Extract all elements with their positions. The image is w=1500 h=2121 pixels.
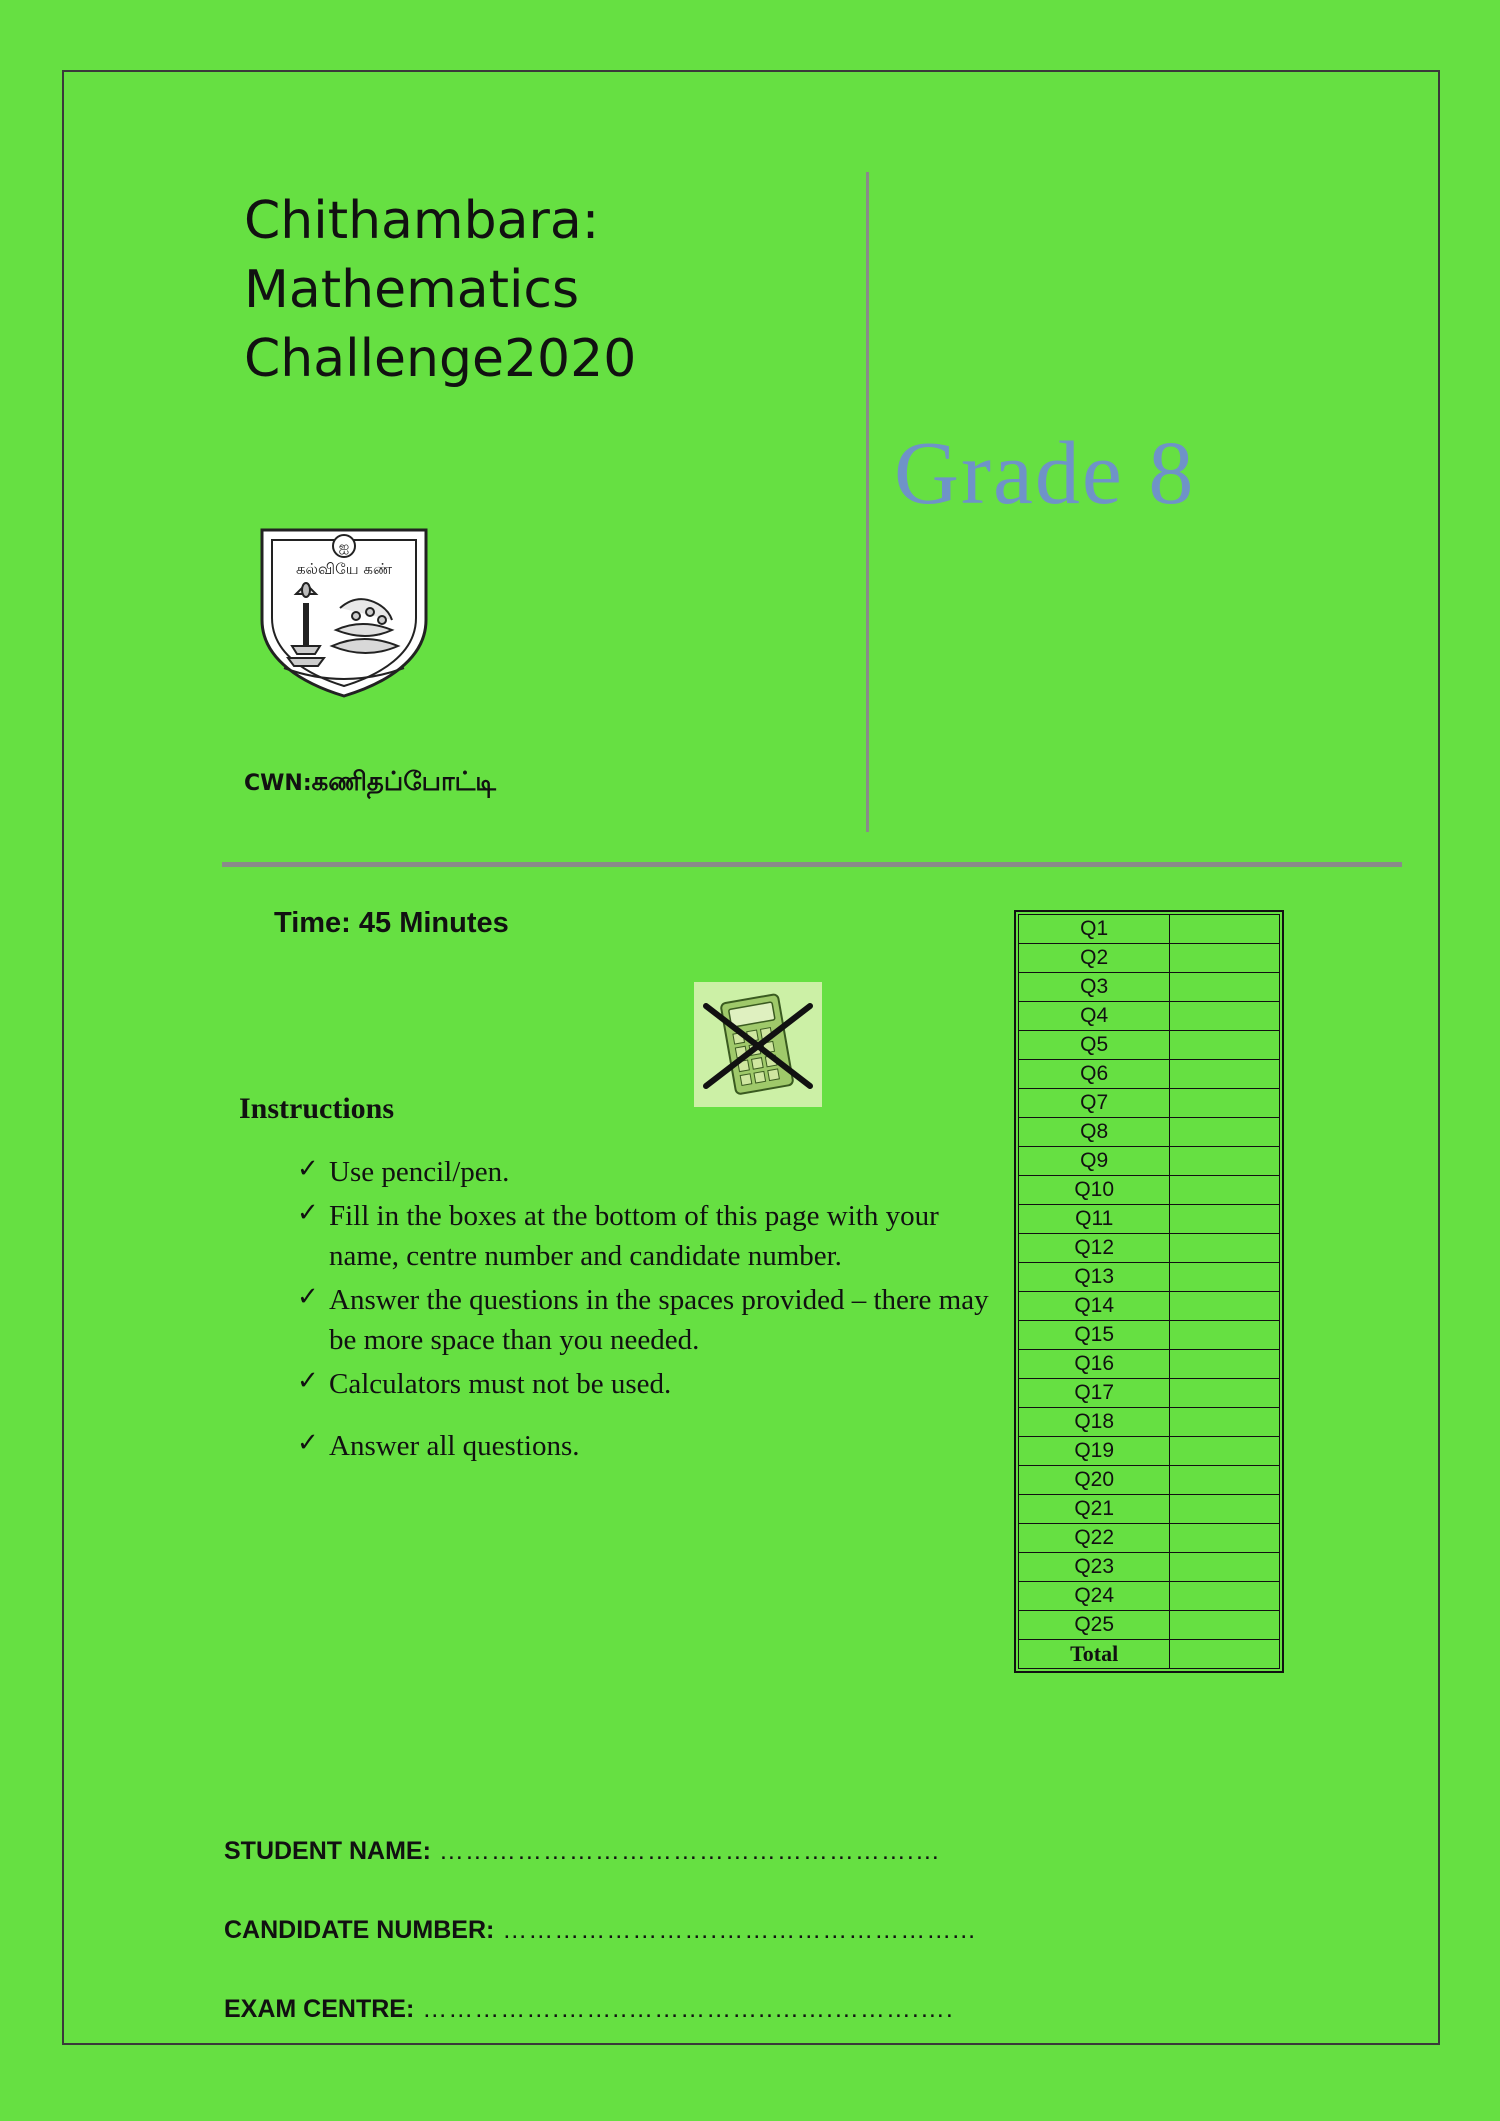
instruction-item [289,1280,1009,1360]
marks-table [1014,910,1284,1673]
table-row [1019,1379,1280,1408]
question-label: Q15 [1019,1321,1170,1350]
mark-cell[interactable] [1170,1379,1280,1408]
table-row [1019,1437,1280,1466]
mark-cell[interactable] [1170,944,1280,973]
table-row [1019,1205,1280,1234]
table-row [1019,1350,1280,1379]
title-line-2: Mathematics [244,260,580,321]
instruction-item [289,1426,1009,1466]
table-row [1019,1147,1280,1176]
instruction-item [289,1196,1009,1276]
table-row [1019,1611,1280,1640]
checkmark-icon: ✓ [297,1198,319,1229]
question-label: Q11 [1019,1205,1170,1234]
candidate-number-label: CANDIDATE NUMBER: [224,1916,495,1944]
mark-cell[interactable] [1170,1205,1280,1234]
question-label: Q20 [1019,1466,1170,1495]
table-row [1019,1408,1280,1437]
table-row [1019,1321,1280,1350]
table-row [1019,1060,1280,1089]
table-row [1019,1524,1280,1553]
exam-centre-dotted-line: …………….……..……………..…….……….…. [414,1995,954,2023]
question-label: Q17 [1019,1379,1170,1408]
question-label: Q9 [1019,1147,1170,1176]
mark-cell[interactable] [1170,1031,1280,1060]
question-label: Q10 [1019,1176,1170,1205]
student-name-label: STUDENT NAME: [224,1837,431,1865]
mark-cell[interactable] [1170,1553,1280,1582]
instruction-item [289,1152,1009,1192]
table-row [1019,1495,1280,1524]
table-row [1019,1582,1280,1611]
question-label: Q12 [1019,1234,1170,1263]
mark-cell[interactable] [1170,1408,1280,1437]
mark-cell[interactable] [1170,1350,1280,1379]
page-title [244,187,814,394]
table-row [1019,1176,1280,1205]
question-label: Q7 [1019,1089,1170,1118]
question-label: Q14 [1019,1292,1170,1321]
question-label: Q16 [1019,1350,1170,1379]
mark-cell[interactable] [1170,1234,1280,1263]
svg-text:கல்வியே கண்: கல்வியே கண் [295,560,393,578]
mark-cell[interactable] [1170,1118,1280,1147]
cwn-label [244,767,496,800]
mark-cell[interactable] [1170,1263,1280,1292]
cwn-tamil-text: கணிதப்போட்டி [311,767,496,797]
header-vertical-divider [866,172,869,832]
exam-centre-field[interactable] [224,1995,1224,2024]
table-row [1019,1263,1280,1292]
mark-cell[interactable] [1170,1582,1280,1611]
instruction-text: Answer all questions. [329,1430,580,1463]
question-label: Q25 [1019,1611,1170,1640]
mark-cell[interactable] [1170,915,1280,944]
student-name-dotted-line: ……………………………………………….… [430,1837,941,1865]
question-label: Q23 [1019,1553,1170,1582]
mark-cell[interactable] [1170,1321,1280,1350]
question-label: Q13 [1019,1263,1170,1292]
mark-cell[interactable] [1170,1495,1280,1524]
table-row [1019,1031,1280,1060]
svg-text:ஐ: ஐ [338,540,350,555]
checkmark-icon: ✓ [297,1428,319,1459]
question-label: Q5 [1019,1031,1170,1060]
mark-cell[interactable] [1170,1060,1280,1089]
mark-cell[interactable] [1170,1147,1280,1176]
table-row [1019,1553,1280,1582]
mark-cell[interactable] [1170,973,1280,1002]
mark-cell[interactable] [1170,1437,1280,1466]
school-crest-icon [244,512,444,702]
table-row [1019,1118,1280,1147]
table-row [1019,973,1280,1002]
question-label: Q24 [1019,1582,1170,1611]
cwn-prefix: CWN: [244,771,312,796]
table-row [1019,1466,1280,1495]
title-line-1: Chithambara: [244,191,600,251]
title-line-3: Challenge2020 [244,329,637,390]
question-label: Q19 [1019,1437,1170,1466]
page-header [164,112,1354,852]
instructions-heading: Instructions [239,1092,395,1125]
grade-label: Grade 8 [894,424,1196,523]
mark-cell[interactable] [1170,1466,1280,1495]
mark-cell[interactable] [1170,1292,1280,1321]
instruction-text: Fill in the boxes at the bottom of this page with your name, centre number and candidate number. [329,1200,939,1273]
table-row [1019,944,1280,973]
table-row [1019,1002,1280,1031]
question-label: Q4 [1019,1002,1170,1031]
candidate-number-dotted-line: …………………….………………………... [494,1916,977,1944]
total-mark-cell[interactable] [1170,1640,1280,1669]
candidate-details [224,1837,1224,2074]
exam-cover-page [62,70,1440,2045]
instructions-list [289,1152,1009,1470]
instruction-text: Use pencil/pen. [329,1156,510,1188]
question-label: Q3 [1019,973,1170,1002]
exam-centre-label: EXAM CENTRE: [224,1995,415,2023]
checkmark-icon: ✓ [297,1282,319,1313]
table-row [1019,1089,1280,1118]
table-row-total [1019,1640,1280,1669]
checkmark-icon: ✓ [297,1366,319,1397]
instruction-text: Answer the questions in the spaces provided – there may be more space than you needed. [329,1284,989,1357]
instruction-text: Calculators must not be used. [329,1368,672,1401]
question-label: Q6 [1019,1060,1170,1089]
table-row [1019,915,1280,944]
question-label: Q8 [1019,1118,1170,1147]
table-row [1019,1292,1280,1321]
question-label: Q2 [1019,944,1170,973]
instruction-item [289,1364,1009,1404]
total-label: Total [1019,1640,1170,1669]
mark-cell[interactable] [1170,1002,1280,1031]
question-label: Q21 [1019,1495,1170,1524]
exam-time: Time: 45 Minutes [274,907,509,939]
mark-cell[interactable] [1170,1176,1280,1205]
mark-cell[interactable] [1170,1611,1280,1640]
question-label: Q18 [1019,1408,1170,1437]
table-row [1019,1234,1280,1263]
mark-cell[interactable] [1170,1524,1280,1553]
header-horizontal-divider [222,862,1402,867]
question-label: Q1 [1019,915,1170,944]
question-label: Q22 [1019,1524,1170,1553]
student-name-field[interactable] [224,1837,1224,1866]
calculator-crossed-out-icon [694,982,822,1107]
marks-table-grid [1018,914,1280,1669]
candidate-number-field[interactable] [224,1916,1224,1945]
mark-cell[interactable] [1170,1089,1280,1118]
checkmark-icon: ✓ [297,1154,319,1184]
